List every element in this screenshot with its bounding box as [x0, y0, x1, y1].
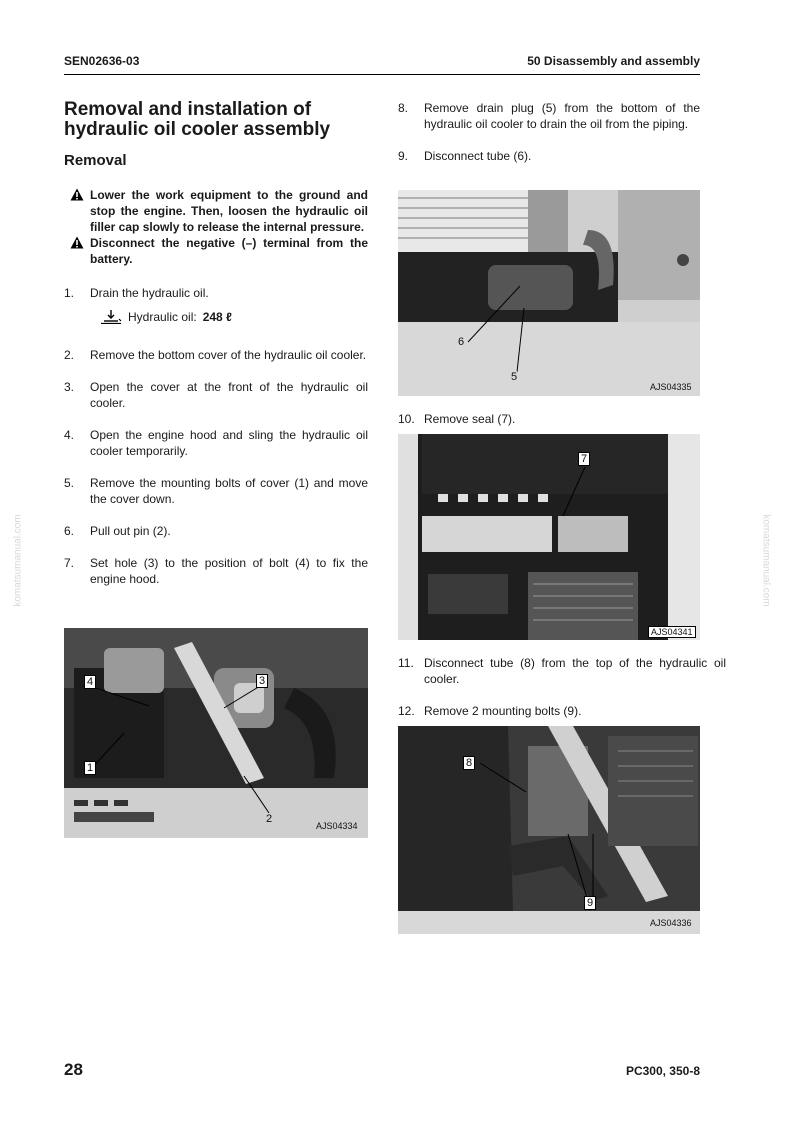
callout-1: 1 [84, 761, 96, 775]
figure-caption: AJS04334 [316, 821, 358, 831]
step-text: Disconnect tube (6). [424, 149, 532, 163]
oil-drain-icon [100, 310, 122, 324]
warning-2 [64, 235, 368, 267]
step-9 [398, 148, 700, 164]
step-text: Drain the hydraulic oil. [90, 286, 209, 300]
step-number: 5. [64, 476, 75, 490]
drain-plug-photo [398, 190, 700, 396]
step-1 [64, 285, 368, 301]
warning-text: Lower the work equipment to the ground and stop the engine. Then, loosen the hydraulic oil filler cap slowly to release the internal pressure. [90, 188, 368, 234]
step-number: 6. [64, 524, 75, 538]
step-6 [64, 523, 368, 539]
oil-value: 248 ℓ [202, 310, 232, 324]
step-11 [398, 655, 726, 687]
warning-text: Disconnect the negative (–) terminal from the battery. [90, 236, 368, 266]
step-text: Open the engine hood and sling the hydraulic oil cooler temporarily. [90, 428, 368, 458]
step-number: 9. [398, 149, 409, 163]
step-12 [398, 703, 726, 719]
step-text: Remove seal (7). [424, 412, 516, 426]
step-number: 10. [398, 412, 415, 426]
page-number: 28 [64, 1060, 83, 1079]
engine-hood-photo [64, 628, 368, 838]
step-text: Remove drain plug (5) from the bottom of the hydraulic oil cooler to drain the oil from the piping. [424, 101, 700, 131]
figure-ajs04341 [398, 434, 700, 640]
seal-photo [398, 434, 700, 640]
step-number: 11. [398, 656, 414, 670]
step-5 [64, 475, 368, 507]
step-number: 8. [398, 101, 409, 115]
step-number: 2. [64, 348, 75, 362]
header-rule [64, 74, 700, 75]
callout-2: 2 [266, 813, 273, 825]
oil-capacity [64, 309, 368, 325]
step-7 [64, 555, 368, 587]
step-text: Set hole (3) to the position of bolt (4) to fix the engine hood. [90, 556, 368, 586]
warning-icon [70, 188, 84, 201]
step-text: Remove 2 mounting bolts (9). [424, 704, 582, 718]
step-number: 12. [398, 704, 415, 718]
callout-6: 6 [458, 336, 465, 348]
figure-ajs04336 [398, 726, 700, 934]
section-title: 50 Disassembly and assembly [527, 54, 700, 68]
step-4 [64, 427, 368, 459]
model-number: PC300, 350-8 [625, 1064, 700, 1078]
figure-ajs04335 [398, 190, 700, 396]
step-text: Pull out pin (2). [90, 524, 171, 538]
callout-9: 9 [584, 896, 596, 910]
callout-5: 5 [511, 371, 518, 383]
step-number: 3. [64, 380, 75, 394]
callout-8: 8 [463, 756, 475, 770]
step-text: Open the cover at the front of the hydraulic oil cooler. [90, 380, 368, 410]
left-column [64, 100, 368, 587]
step-text: Disconnect tube (8) from the top of the hydraulic oil cooler. [424, 656, 726, 686]
step-number: 4. [64, 428, 75, 442]
step-10 [398, 411, 700, 427]
figure-caption: AJS04341 [648, 626, 696, 638]
step-3 [64, 379, 368, 411]
figure-caption: AJS04335 [650, 382, 692, 392]
step-8 [398, 100, 700, 132]
callout-7: 7 [578, 452, 590, 466]
figure-caption: AJS04336 [650, 918, 692, 928]
callout-3: 3 [256, 674, 268, 688]
mounting-bolts-photo [398, 726, 700, 934]
oil-label: Hydraulic oil: [128, 310, 197, 324]
doc-code: SEN02636-03 [64, 54, 140, 68]
step-number: 7. [64, 556, 75, 570]
right-column [398, 100, 700, 164]
step-text: Remove the bottom cover of the hydraulic oil cooler. [90, 348, 367, 362]
warning-icon [70, 236, 84, 249]
page-title: Removal and installation of hydraulic oil cooler assembly [64, 99, 331, 140]
watermark-left: komatsumanual.com [12, 514, 24, 607]
watermark-right: komatsumanual.com [760, 514, 772, 607]
warning-1 [64, 187, 368, 235]
callout-4: 4 [84, 675, 96, 689]
step-number: 1. [64, 286, 75, 300]
step-text: Remove the mounting bolts of cover (1) and move the cover down. [90, 476, 368, 506]
step-2 [64, 347, 368, 363]
figure-ajs04334 [64, 628, 368, 838]
section-subtitle: Removal [64, 152, 127, 169]
